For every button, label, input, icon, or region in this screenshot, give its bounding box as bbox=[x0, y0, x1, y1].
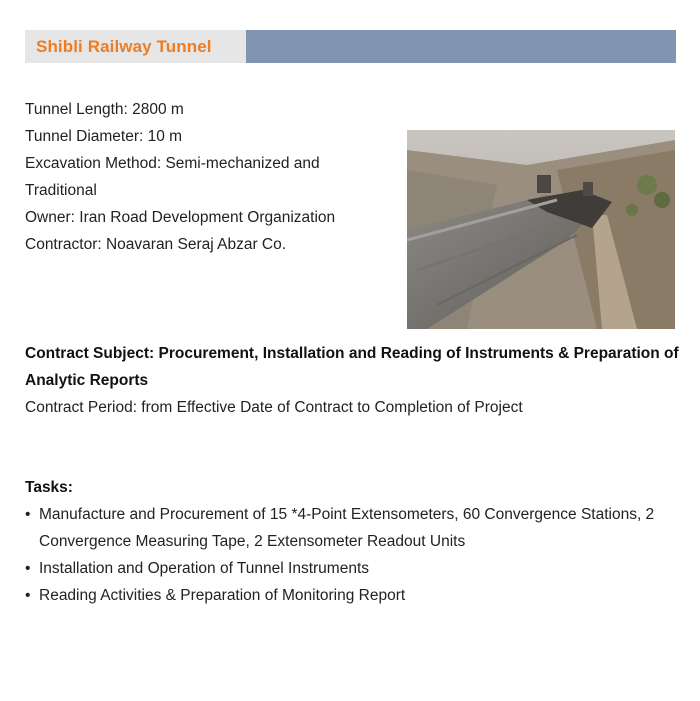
tunnel-photo bbox=[407, 130, 675, 329]
spec-owner: Owner: Iran Road Development Organization bbox=[25, 209, 336, 226]
bullet-icon: • bbox=[25, 587, 31, 604]
tasks-section bbox=[25, 474, 690, 609]
task-text: Installation and Operation of Tunnel Instruments bbox=[39, 560, 370, 577]
spec-diameter: Tunnel Diameter: 10 m bbox=[25, 128, 183, 145]
tasks-list bbox=[25, 501, 690, 609]
spec-excavation: Excavation Method: Semi-mechanized and Traditional bbox=[25, 155, 320, 199]
list-item bbox=[25, 501, 690, 555]
header-title-box bbox=[25, 30, 246, 63]
contract-info bbox=[25, 340, 685, 421]
section-header-bar bbox=[25, 30, 676, 63]
bullet-icon: • bbox=[25, 560, 31, 577]
list-item bbox=[25, 555, 690, 582]
contract-subject: Contract Subject: Procurement, Installation and Reading of Instruments & Preparation of Analytic Reports bbox=[25, 345, 679, 389]
task-text: Reading Activities & Preparation of Monitoring Report bbox=[39, 587, 406, 604]
contract-period: Contract Period: from Effective Date of Contract to Completion of Project bbox=[25, 399, 523, 416]
task-text: Manufacture and Procurement of 15 *4-Point Extensometers, 60 Convergence Stations, 2 Convergence Measuring Tape, 2 Extensometer Readout Units bbox=[39, 506, 655, 550]
spec-contractor: Contractor: Noavaran Seraj Abzar Co. bbox=[25, 236, 287, 253]
tasks-heading: Tasks: bbox=[25, 479, 73, 496]
list-item bbox=[25, 582, 690, 609]
bullet-icon: • bbox=[25, 506, 31, 523]
tunnel-specs bbox=[25, 96, 395, 258]
spec-length: Tunnel Length: 2800 m bbox=[25, 101, 184, 118]
page-title: Shibli Railway Tunnel bbox=[36, 36, 212, 56]
